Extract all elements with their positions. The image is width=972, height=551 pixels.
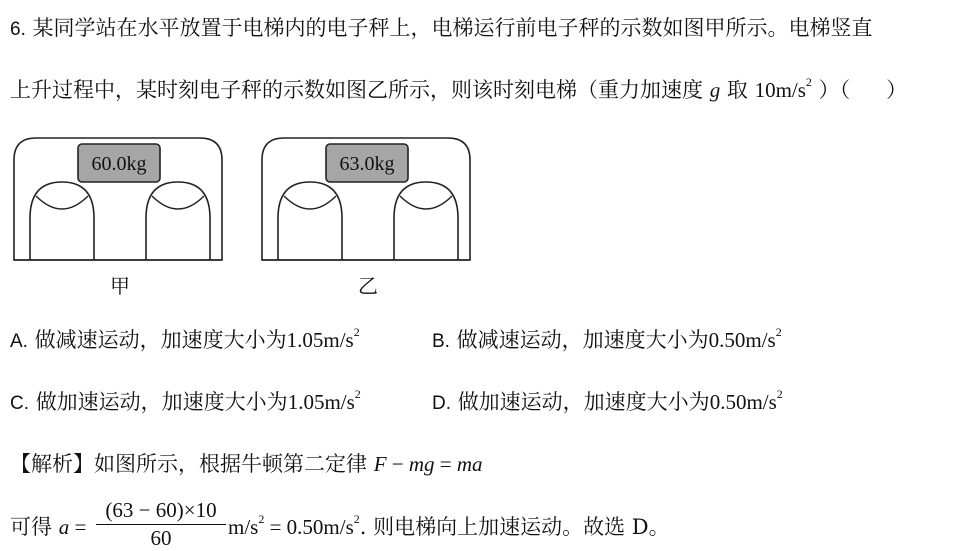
fraction-bar [96, 524, 226, 525]
caption-jia: 甲 [110, 274, 130, 298]
option-a-exponent: 2 [353, 325, 360, 339]
fraction [96, 498, 226, 551]
question-number: 6. [10, 19, 26, 40]
option-d-value: 0.50m/s [709, 390, 777, 414]
result-prefix: 可得 [10, 515, 52, 539]
symbol-ma: ma [456, 452, 483, 476]
option-d-text: 做加速运动，加速度大小为 [457, 390, 710, 414]
result-suffix-line [228, 513, 670, 541]
result-unit-exponent: 2 [258, 512, 265, 526]
question-text-2: 上升过程中，某时刻电子秤的示数如图乙所示，则该时刻电梯（重力加速度 [10, 78, 703, 102]
result-conclusion: . 则电梯向上加速运动。故选 D。 [359, 515, 670, 539]
caption-yi: 乙 [358, 274, 378, 298]
option-d-exponent: 2 [776, 387, 783, 401]
symbol-a: a [58, 515, 70, 539]
question-line-2 [10, 76, 907, 104]
take-word: 取 [726, 78, 748, 102]
option-b-text: 做减速运动，加速度大小为 [456, 328, 709, 352]
symbol-minus: − [386, 452, 409, 476]
option-a-letter: A. [10, 331, 28, 352]
answer-paren-open: ）（ [818, 78, 851, 102]
option-d[interactable] [432, 388, 783, 418]
symbol-equals: = [434, 452, 457, 476]
option-d-letter: D. [432, 393, 451, 414]
gravity-value: 10m/s [754, 78, 806, 102]
option-a-value: 1.05m/s [286, 328, 354, 352]
result-prefix-line [10, 513, 86, 541]
question-line-1 [10, 14, 873, 44]
scale-yi-drawing [260, 130, 472, 262]
option-b-letter: B. [432, 331, 450, 352]
answer-paren-close: ） [886, 78, 908, 102]
option-c-value: 1.05m/s [287, 390, 355, 414]
result-unit: m/s [228, 515, 259, 539]
analysis-header: 【解析】如图所示，根据牛顿第二定律 [10, 452, 367, 476]
symbol-equals-2: = [69, 515, 87, 539]
scale-yi-reading: 63.0kg [339, 153, 395, 175]
gravity-exponent: 2 [805, 75, 812, 89]
gravity-symbol: g [709, 78, 721, 102]
fraction-denominator: 60 [150, 526, 172, 550]
option-a-text: 做减速运动，加速度大小为 [34, 328, 287, 352]
option-c-letter: C. [10, 393, 29, 414]
option-b-value: 0.50m/s [708, 328, 776, 352]
scale-figure-yi [260, 130, 472, 262]
result-value: = 0.50m/s [264, 515, 354, 539]
fraction-numerator: (63 − 60)×10 [105, 498, 217, 522]
result-value-exponent: 2 [353, 512, 360, 526]
scale-figure-jia [12, 130, 224, 262]
symbol-F: F [373, 452, 387, 476]
option-a[interactable] [10, 326, 360, 356]
scale-jia-drawing [12, 130, 224, 262]
option-b-exponent: 2 [775, 325, 782, 339]
option-c[interactable] [10, 388, 361, 418]
scale-jia-reading: 60.0kg [91, 153, 147, 175]
analysis-line [10, 450, 483, 478]
symbol-mg: mg [408, 452, 435, 476]
option-c-exponent: 2 [354, 387, 361, 401]
option-b[interactable] [432, 326, 782, 356]
option-c-text: 做加速运动，加速度大小为 [35, 390, 288, 414]
question-text-1: 某同学站在水平放置于电梯内的电子秤上，电梯运行前电子秤的示数如图甲所示。电梯竖直 [32, 16, 873, 40]
